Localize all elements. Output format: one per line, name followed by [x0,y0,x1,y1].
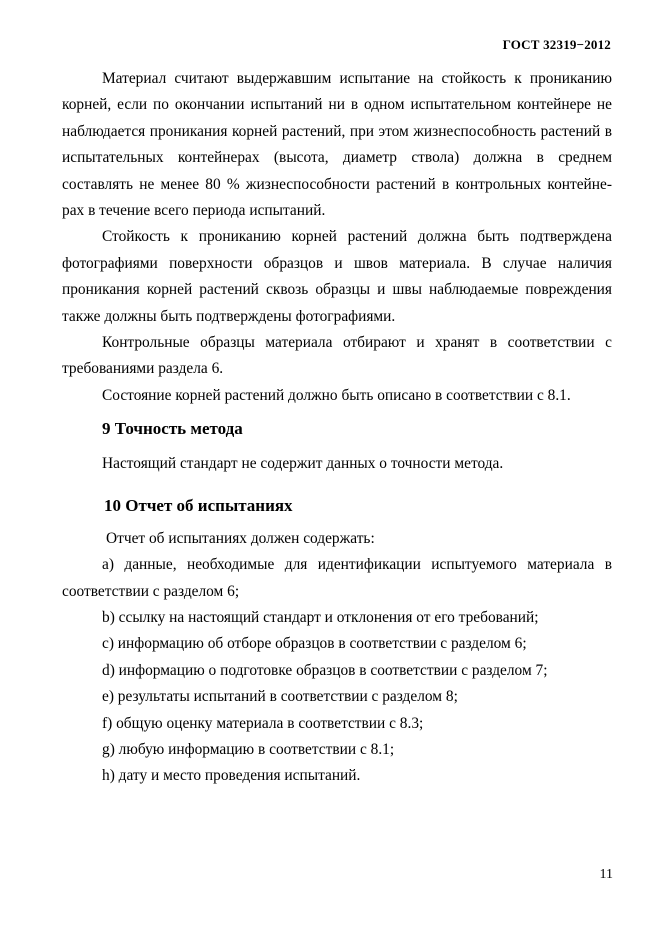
list-item: d) информацию о подготовке образцов в соответствии с разделом 7; [102,661,548,679]
paragraph-photo-confirmation: Стойкость к прониканию корней растений должна быть подтверждена фотографиями поверхности образцов и швов материала. В случае наличия проникания корней растений сквозь образцы и швы наблюдаемые повреждения также должны быть подтверждены фотографиями. [62,228,612,325]
paragraph-root-condition: Состояние корней растений должно быть описано в соответствии с 8.1. [102,386,571,404]
document-code-header: ГОСТ 32319−2012 [502,37,611,52]
section-10-lead: Отчет об испытаниях должен содержать: [106,529,375,547]
paragraph-control-samples: Контрольные образцы материала отбирают и хранят в соответствии с требованиями раздела 6. [62,334,612,378]
list-item: а) данные, необходимые для идентификации испытуемого материала в соответствии с разделом 6; [62,556,612,600]
section-10-heading: 10 Отчет об испытаниях [104,495,293,515]
list-item: b) ссылку на настоящий стандарт и отклонения от его требований; [102,608,539,626]
section-9-text: Настоящий стандарт не содержит данных о точности метода. [102,455,504,473]
list-item: h) дату и место проведения испытаний. [102,767,361,785]
list-item: f) общую оценку материала в соответствии с 8.3; [102,714,424,732]
page-content [62,66,612,790]
section-9-heading: 9 Точность метода [102,419,243,439]
list-item: g) любую информацию в соответствии с 8.1; [102,740,395,758]
paragraph-root-resistance-criteria: Материал считают выдержавшим испытание на стойкость к прониканию корней, если по окончании испытаний ни в одном испытательном контейнере не наблюдается проникания корней растений, при этом жизнеспособность растений в испытательных контейнерах (высота, диаметр ствола) должна в среднем составлять не менее 80 % жизнеспособности растений в контрольных контейне-рах в течение всего периода испытаний. [62,70,612,220]
page-number: 11 [599,867,613,882]
list-item: c) информацию об отборе образцов в соответствии с разделом 6; [102,635,527,653]
list-item: e) результаты испытаний в соответствии с разделом 8; [102,688,458,706]
